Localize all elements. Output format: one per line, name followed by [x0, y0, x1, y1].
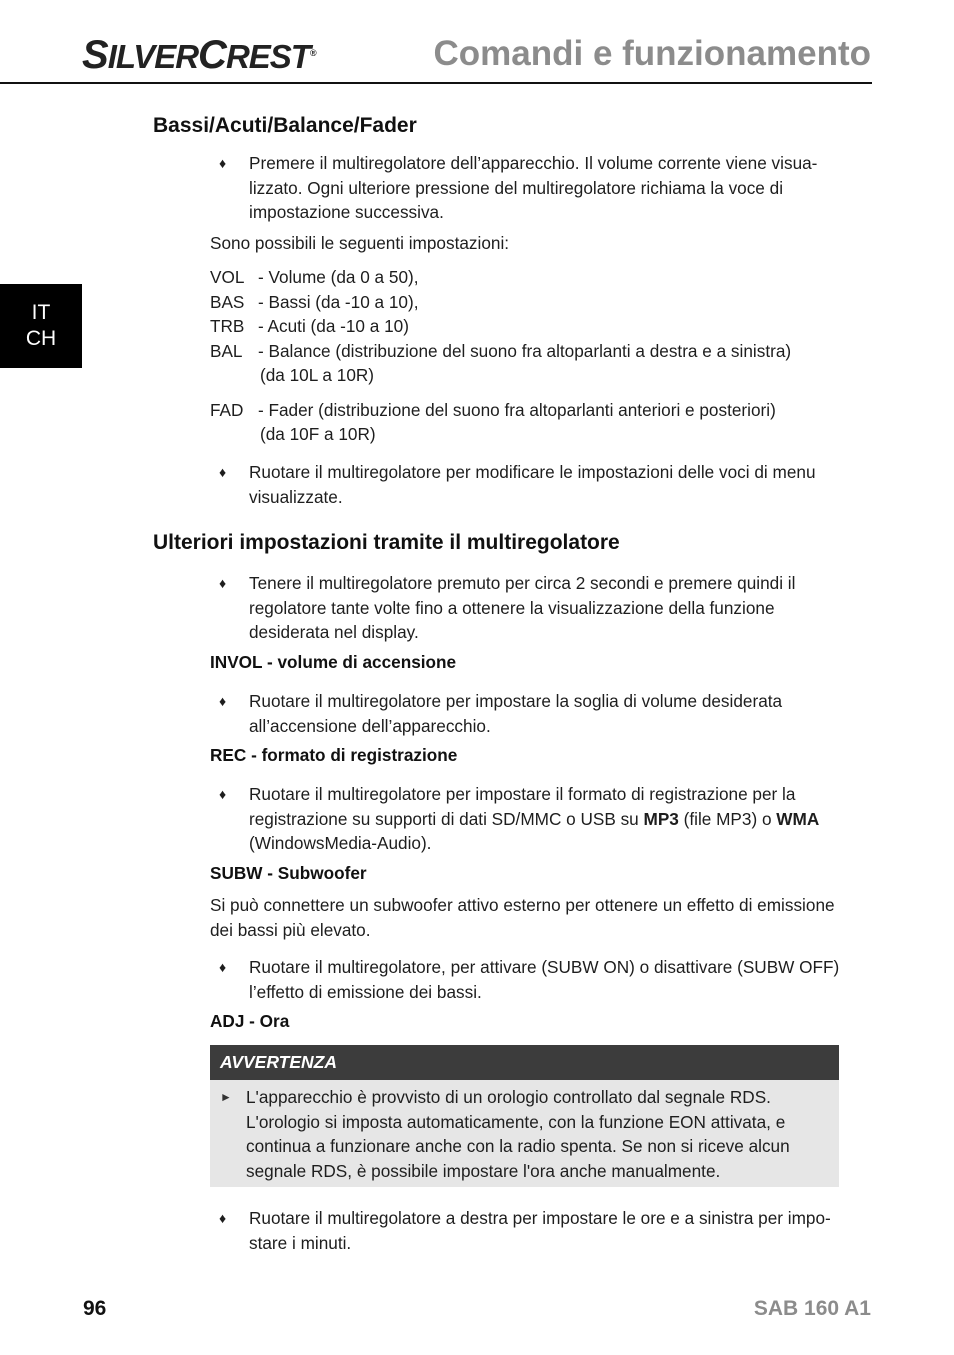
section-heading-ulteriori: Ulteriori impostazioni tramite il multiregolatore	[153, 531, 620, 554]
diamond-icon: ♦	[219, 155, 227, 171]
subheading-adj: ADJ - Ora	[210, 1011, 290, 1031]
settings-row-bal-range: (da 10L a 10R)	[260, 365, 375, 385]
page-title: Comandi e funzionamento	[433, 34, 871, 73]
subheading-subw: SUBW - Subwoofer	[210, 863, 367, 883]
section-heading-bassi: Bassi/Acuti/Balance/Fader	[153, 114, 417, 137]
language-code-it: IT	[31, 301, 51, 324]
language-tab	[0, 284, 82, 368]
settings-list	[210, 265, 840, 447]
diamond-icon: ♦	[219, 1210, 227, 1226]
settings-row-fad-range: (da 10F a 10R)	[260, 424, 376, 444]
settings-row-trb: TRB - Acuti (da -10 a 10)	[210, 316, 409, 336]
diamond-icon: ♦	[219, 464, 227, 480]
warning-text: L'apparecchio è provvisto di un orologio controllato dal segnale RDS. L'orologio si imposta automaticamente, con la funzione EON attivata, e continua a funzionare anche con la radio spenta. Se non si riceve alcun segnale RDS, è possibile impostare l'ora anche manualmente.	[246, 1087, 790, 1181]
brand-logo: SILVERCREST®	[82, 33, 317, 77]
triangle-right-icon: ►	[220, 1090, 232, 1104]
diamond-icon: ♦	[219, 786, 227, 802]
settings-row-bas: BAS - Bassi (da -10 a 10),	[210, 291, 419, 312]
warning-title: AVVERTENZA	[210, 1045, 839, 1080]
bullet-text: Ruotare il multiregolatore per modificare le impostazioni delle voci di menu visualizzate.	[249, 462, 816, 507]
bullet-text: Ruotare il multiregolatore per impostare la soglia di volume desiderata all’accensione dell’apparecchio.	[249, 691, 783, 736]
subheading-invol: INVOL - volume di accensione	[210, 652, 457, 672]
format-wma: WMA	[776, 808, 820, 829]
page-number: 96	[83, 1297, 107, 1320]
subw-description: Si può connettere un subwoofer attivo esterno per ottenere un effetto di emissione dei bassi più elevato.	[210, 895, 835, 940]
bullet-text: Premere il multiregolatore dell’apparecchio. Il volume corrente viene visua- lizzato. Ogni ulteriore pressione del multiregolatore richiama la voce di impostazione successiva.	[249, 153, 818, 222]
settings-intro: Sono possibili le seguenti impostazioni:	[210, 233, 510, 253]
diamond-icon: ♦	[219, 959, 227, 975]
settings-row-vol: VOL - Volume (da 0 a 50),	[210, 267, 419, 287]
bullet-text: Ruotare il multiregolatore a destra per impostare le ore e a sinistra per impo- stare i minuti.	[249, 1208, 831, 1253]
diamond-icon: ♦	[219, 693, 227, 709]
subheading-rec: REC - formato di registrazione	[210, 745, 458, 765]
settings-row-bal: BAL - Balance (distribuzione del suono fra altoparlanti a destra e a sinistra)	[210, 340, 792, 361]
diamond-icon: ♦	[219, 575, 227, 591]
bullet-text: Ruotare il multiregolatore per impostare il formato di registrazione per la registrazione su supporti di dati SD/MMC o USB su MP3 (file MP3) o WMA (WindowsMedia-Audio).	[249, 784, 820, 853]
model-number: SAB 160 A1	[753, 1297, 871, 1320]
bullet-text: Tenere il multiregolatore premuto per circa 2 secondi e premere quindi il regolatore tante volte fino a ottenere la visualizzazione della funzione desiderata nel display.	[249, 573, 796, 642]
settings-row-fad: FAD - Fader (distribuzione del suono fra altoparlanti anteriori e posteriori)	[210, 399, 776, 420]
bullet-text: Ruotare il multiregolatore, per attivare (SUBW ON) o disattivare (SUBW OFF) l’effetto di emissione dei bassi.	[249, 957, 840, 1002]
language-code-ch: CH	[25, 327, 57, 350]
header-divider	[0, 82, 872, 84]
format-mp3: MP3	[643, 808, 679, 829]
